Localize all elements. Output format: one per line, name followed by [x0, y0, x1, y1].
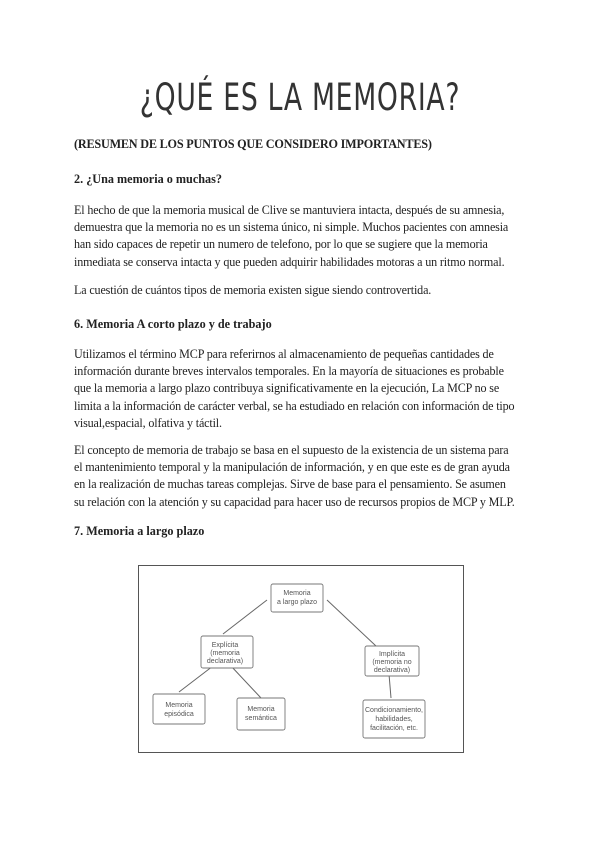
explicit-label-line: Explícita	[211, 642, 239, 649]
conditioning-label-line: facilitación, etc.	[370, 725, 418, 732]
conditioning-label-line: habilidades,	[375, 716, 413, 723]
page-title: ¿QUÉ ES LA MEMORIA?	[139, 76, 461, 119]
memory-diagram	[138, 565, 464, 753]
implicit-label-line: Implícita	[378, 651, 406, 658]
connector-line	[327, 600, 376, 646]
text-line: limita a la información de carácter verbal, se ha estudiado en relación con información de tipo	[74, 398, 515, 413]
box-episodic	[153, 694, 205, 724]
root-label-line: a largo plazo	[276, 599, 318, 606]
connector-line	[179, 666, 213, 692]
box-root	[271, 584, 323, 612]
text-line: El concepto de memoria de trabajo se basa en el supuesto de la existencia de un sistema para	[74, 443, 509, 457]
text-line: El hecho de que la memoria musical de Clive se mantuviera intacta, después de su amnesia,	[74, 203, 505, 217]
paragraph	[74, 282, 534, 299]
episodic-label-line: Memoria	[165, 702, 193, 709]
conditioning-label-line: Condicionamiento,	[365, 707, 423, 714]
connector-line	[389, 674, 391, 698]
text-line: han sido capaces de repetir un numero de telefono, por lo que se sugiere que la memoria	[74, 237, 488, 252]
semantic-label-line: semántica	[245, 715, 277, 722]
section-heading: 6. Memoria A corto plazo y de trabajo	[74, 317, 272, 331]
implicit-label-line: (memoria no	[372, 659, 412, 666]
text-line: el mantenimiento temporal y la manipulación de información, y en que este es de gran ayuda	[74, 460, 510, 475]
subtitle: (RESUMEN DE LOS PUNTOS QUE CONSIDERO IMPORTANTES)	[74, 137, 432, 151]
root-label-line: Memoria	[283, 590, 311, 597]
episodic-label-line: episódica	[164, 711, 194, 718]
connector-line	[231, 666, 261, 698]
paragraph	[74, 202, 534, 271]
implicit-label-line: declarativa)	[373, 667, 411, 674]
text-line: demuestra que la memoria no es un sistema único, ni simple. Muchos pacientes con amnesia	[74, 220, 509, 235]
text-line: Utilizamos el término MCP para referirnos al almacenamiento de pequeñas cantidades de	[74, 347, 494, 361]
text-line: en la realización de muchas tareas complejas. Sirve de base para el pensamiento. Se asumen	[74, 477, 506, 492]
text-line: su relación con la atención y su capacidad para hacer uso de recursos propios de MCP y MLP.	[74, 494, 515, 509]
box-semantic	[237, 698, 285, 730]
explicit-label-line: declarativa)	[206, 658, 244, 665]
memory-diagram-svg	[139, 566, 465, 754]
section-heading: 7. Memoria a largo plazo	[74, 524, 205, 538]
text-line: La cuestión de cuántos tipos de memoria existen sigue siendo controvertida.	[74, 283, 432, 297]
semantic-label-line: Memoria	[247, 706, 275, 713]
explicit-label-line: (memoria	[210, 650, 240, 657]
section-heading: 2. ¿Una memoria o muchas?	[74, 172, 222, 186]
paragraph	[74, 442, 534, 511]
text-line: información durante breves intervalos temporales. En la mayoría de situaciones es probable	[74, 364, 504, 379]
text-line: inmediata se conserva intacta y que pueden adquirir habilidades motoras a un ritmo normal.	[74, 254, 505, 269]
text-line: que la memoria a largo plazo contribuya significativamente en la ejecución, La MCP no se	[74, 381, 500, 396]
connector-line	[223, 600, 267, 634]
paragraph	[74, 346, 534, 432]
text-line: visual,espacial, olfativa y táctil.	[74, 415, 222, 430]
